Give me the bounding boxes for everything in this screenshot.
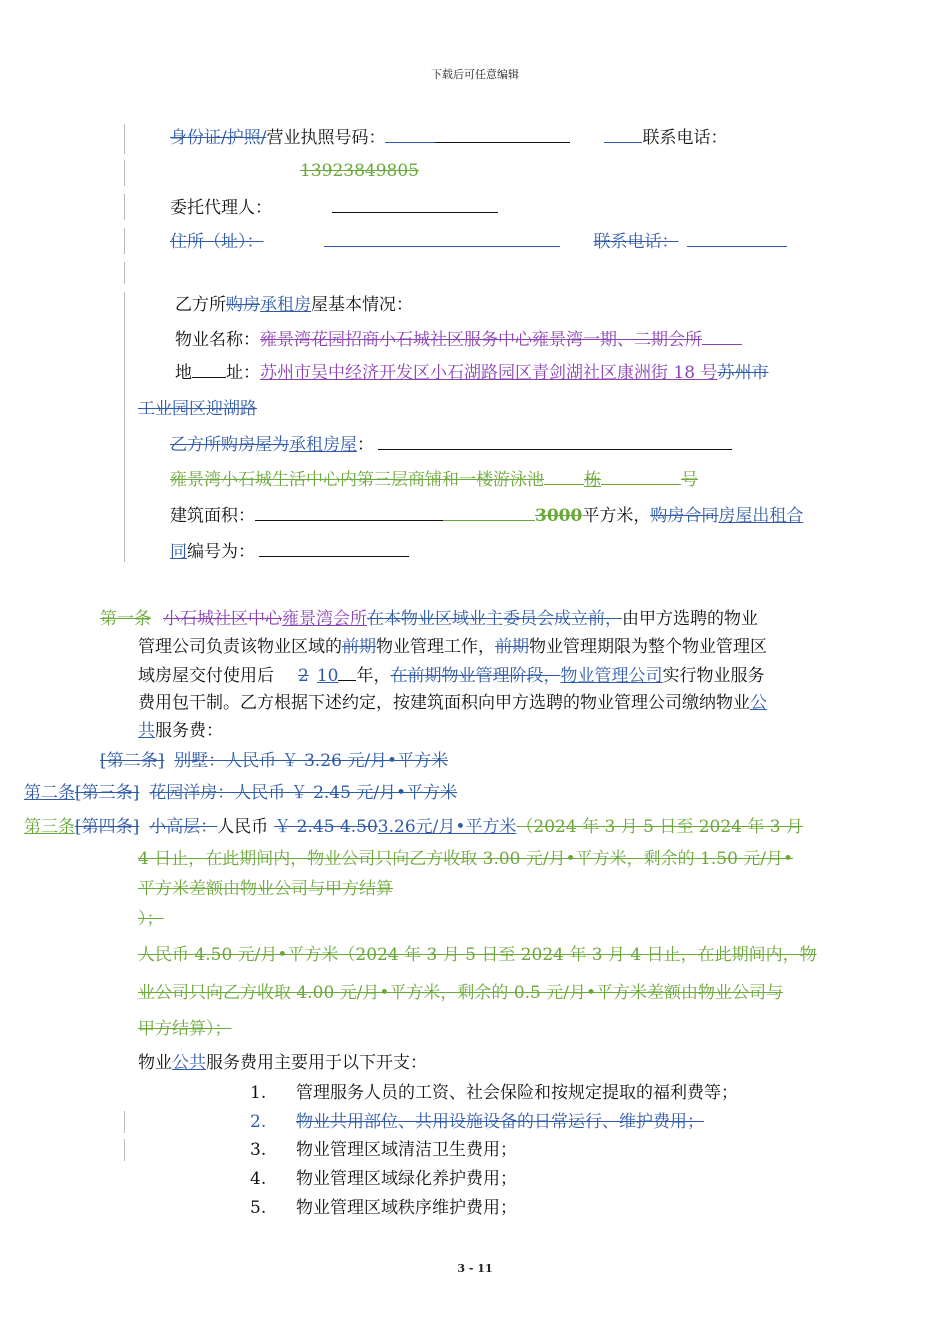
change-bar bbox=[124, 1111, 125, 1133]
property-address-value: 苏州市吴中经济开发区小石湖路园区青剑湖社区康洲街 18 号 bbox=[260, 363, 718, 383]
house-line: 乙方所购房屋为承租房屋： bbox=[170, 433, 732, 455]
contract-no-field[interactable] bbox=[259, 540, 409, 557]
agent-field[interactable] bbox=[332, 196, 498, 213]
usage-intro: 物业公共服务费用主要用于以下开支： bbox=[138, 1053, 427, 1073]
id-line bbox=[170, 126, 727, 148]
usage-item-3: 3. 物业管理区域清洁卫生费用； bbox=[250, 1140, 517, 1160]
address-field[interactable] bbox=[324, 230, 560, 247]
phone-value-line bbox=[170, 160, 419, 182]
note-line-4: ）； bbox=[138, 909, 164, 929]
id-field-rev[interactable] bbox=[385, 126, 435, 143]
property-name-line bbox=[175, 328, 742, 350]
change-bar bbox=[124, 228, 125, 254]
phone-field-pre bbox=[604, 126, 642, 143]
change-bar bbox=[124, 262, 125, 284]
article3-line: 第二条[第三条] 花园洋房：人民币 ￥ 2.45 元/月•平方米 bbox=[24, 783, 458, 803]
note-line-3: 平方米差额由物业公司与甲方结算 bbox=[138, 879, 393, 899]
page-number: 3 - 11 bbox=[457, 1262, 493, 1275]
property-address-line: 地 址：苏州市吴中经济开发区小石湖路园区青剑湖社区康洲街 18 号苏州市 bbox=[175, 363, 769, 383]
usage-item-1: 1. 管理服务人员的工资、社会保险和按规定提取的福利费等； bbox=[250, 1083, 738, 1103]
change-bar bbox=[124, 194, 125, 220]
address-label: 住所（址）： bbox=[170, 232, 264, 252]
article2-line: [第二条] 别墅：人民币 ￥ 3.26 元/月•平方米 bbox=[100, 751, 449, 771]
property-name-label: 物业名称： bbox=[175, 330, 260, 350]
agent-label: 委托代理人： bbox=[170, 198, 272, 218]
change-bar bbox=[124, 124, 125, 154]
article1-line2: 管理公司负责该物业区域的前期物业管理工作，前期物业管理期限为整个物业管理区 bbox=[138, 637, 767, 657]
property-name-value: 雍景湾花园招商小石城社区服务中心雍景湾一期、二期会所 bbox=[260, 330, 702, 350]
id-field[interactable] bbox=[435, 126, 570, 143]
house-field[interactable] bbox=[378, 433, 732, 450]
article1-line4: 费用包干制。乙方根据下述约定，按建筑面积向甲方选聘的物业管理公司缴纳物业公 bbox=[138, 693, 767, 713]
phone-value: 13923849805 bbox=[300, 161, 419, 181]
address-line bbox=[170, 230, 787, 252]
article1-line5: 共服务费： bbox=[138, 721, 223, 741]
id-label: 营业执照号码： bbox=[266, 128, 386, 148]
location-line: 雍景湾小石城生活中心内第三层商铺和一楼游泳池 栋 号 bbox=[170, 470, 698, 490]
article1-num: 第一条 bbox=[100, 609, 151, 629]
article4-line: 第三条[第四条] 小高层：人民币 ￥ 2.45 4.503.26元/月•平方米（2024 年 3 月 5 日至 2024 年 3 月 bbox=[24, 817, 804, 837]
change-bar bbox=[124, 160, 125, 186]
area-value: 3000 bbox=[535, 506, 583, 526]
contract-line: 同编号为： bbox=[170, 540, 409, 562]
phone-label: 联系电话： bbox=[642, 128, 728, 148]
change-bar bbox=[124, 292, 125, 562]
usage-item-5: 5. 物业管理区域秩序维护费用； bbox=[250, 1198, 517, 1218]
change-bar bbox=[124, 1139, 125, 1161]
property-intro: 乙方所购房承租房屋基本情况： bbox=[175, 295, 413, 315]
note-line-7: 甲方结算）； bbox=[138, 1019, 232, 1039]
note-line-6: 业公司只向乙方收取 4.00 元/月•平方米，剩余的 0.5 元/月•平方米差额由物业公司与 bbox=[138, 983, 784, 1003]
usage-item-2: 2. 物业共用部位、共用设施设备的日常运行、维护费用； bbox=[250, 1112, 704, 1132]
id-deleted: 身份证/护照/ bbox=[170, 128, 267, 148]
note-line-2: 4 日止，在此期间内，物业公司只向乙方收取 3.00 元/月•平方米，剩余的 1.50 元/月• bbox=[138, 849, 794, 869]
area-line: 建筑面积： 3000平方米，购房合同房屋出租合 bbox=[170, 506, 804, 526]
phone-field-2[interactable] bbox=[687, 230, 787, 247]
note-line-5: 人民币 4.50 元/月•平方米（2024 年 3 月 5 日至 2024 年 3 月 4 日止，在此期间内，物 bbox=[138, 945, 817, 965]
article1-line3: 域房屋交付使用后 2 10 年，在前期物业管理阶段，物业管理公司实行物业服务 bbox=[138, 666, 765, 686]
property-address-cont: 工业园区迎湖路 bbox=[138, 399, 257, 419]
article1-line1: 第一条 小石城社区中心雍景湾会所在本物业区域业主委员会成立前，由甲方选聘的物业 bbox=[100, 609, 758, 629]
area-label: 建筑面积： bbox=[170, 506, 255, 526]
usage-item-4: 4. 物业管理区域绿化养护费用； bbox=[250, 1169, 517, 1189]
phone-label-2: 联系电话： bbox=[593, 232, 679, 252]
agent-line bbox=[170, 196, 498, 218]
page-header: 下载后可任意编辑 bbox=[431, 68, 519, 81]
